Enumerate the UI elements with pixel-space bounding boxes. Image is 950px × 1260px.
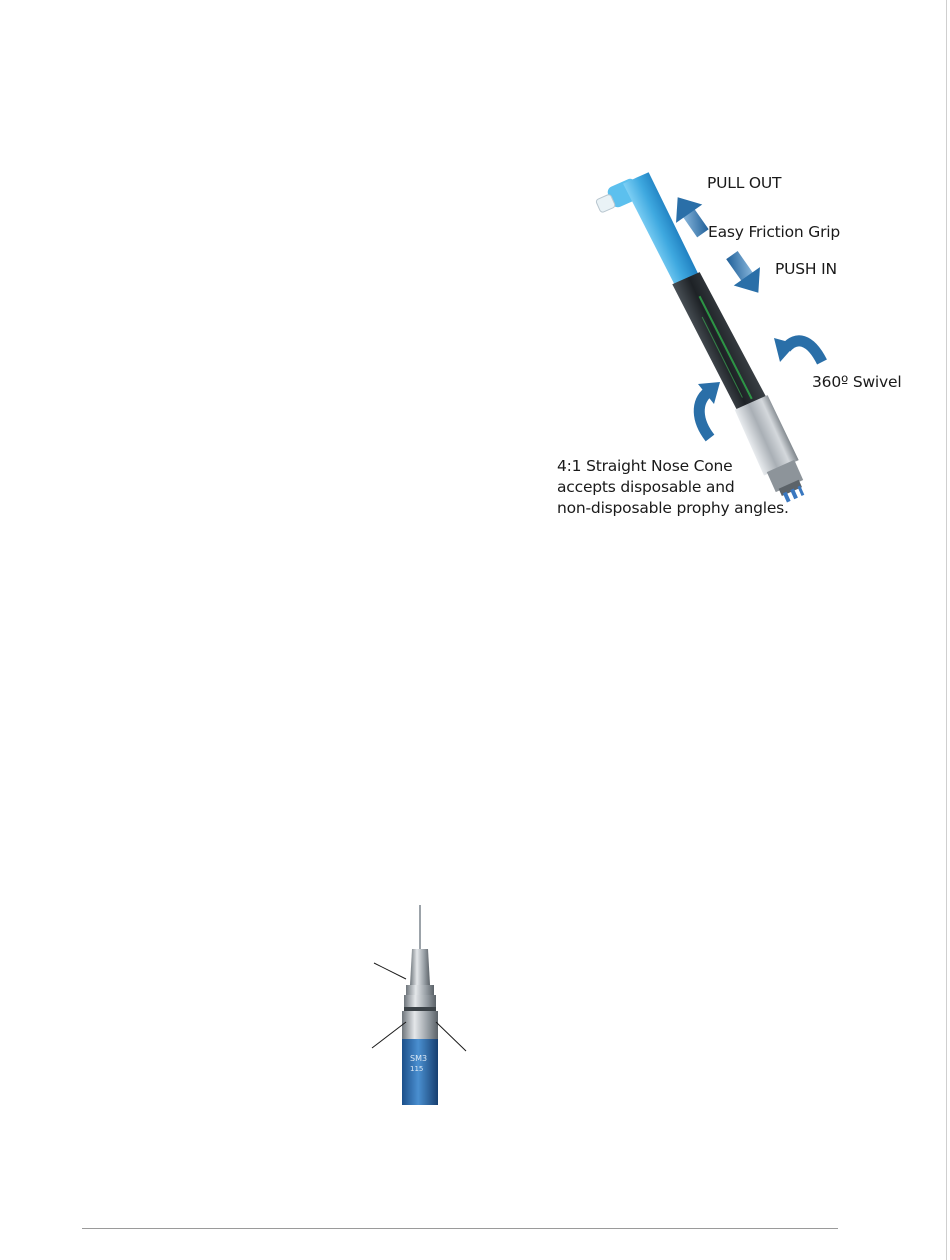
page-edge xyxy=(946,0,947,1260)
swivel-arrow-right xyxy=(774,338,822,362)
nose-cone-stamp-1: SM3 xyxy=(410,1054,428,1063)
push-in-arrow xyxy=(719,246,772,302)
blue-prophy-angle xyxy=(623,171,699,288)
push-in-label: PUSH IN xyxy=(775,260,837,278)
nose-cone-closeup-illustration xyxy=(360,905,480,1105)
nose-cone-stamp-2: 115 xyxy=(410,1065,424,1073)
nose-cone-line-2: accepts disposable and xyxy=(557,478,735,496)
swivel-label: 360º Swivel xyxy=(812,373,902,391)
nose-cone-caption xyxy=(557,456,789,519)
swivel-arrow-left xyxy=(698,382,720,438)
nose-cone-line-3: non-disposable prophy angles. xyxy=(557,499,789,517)
easy-friction-grip-label: Easy Friction Grip xyxy=(708,223,841,241)
footer-rule xyxy=(82,1228,838,1229)
pull-out-label: PULL OUT xyxy=(707,174,782,192)
nose-cone-line-1: 4:1 Straight Nose Cone xyxy=(557,457,733,475)
